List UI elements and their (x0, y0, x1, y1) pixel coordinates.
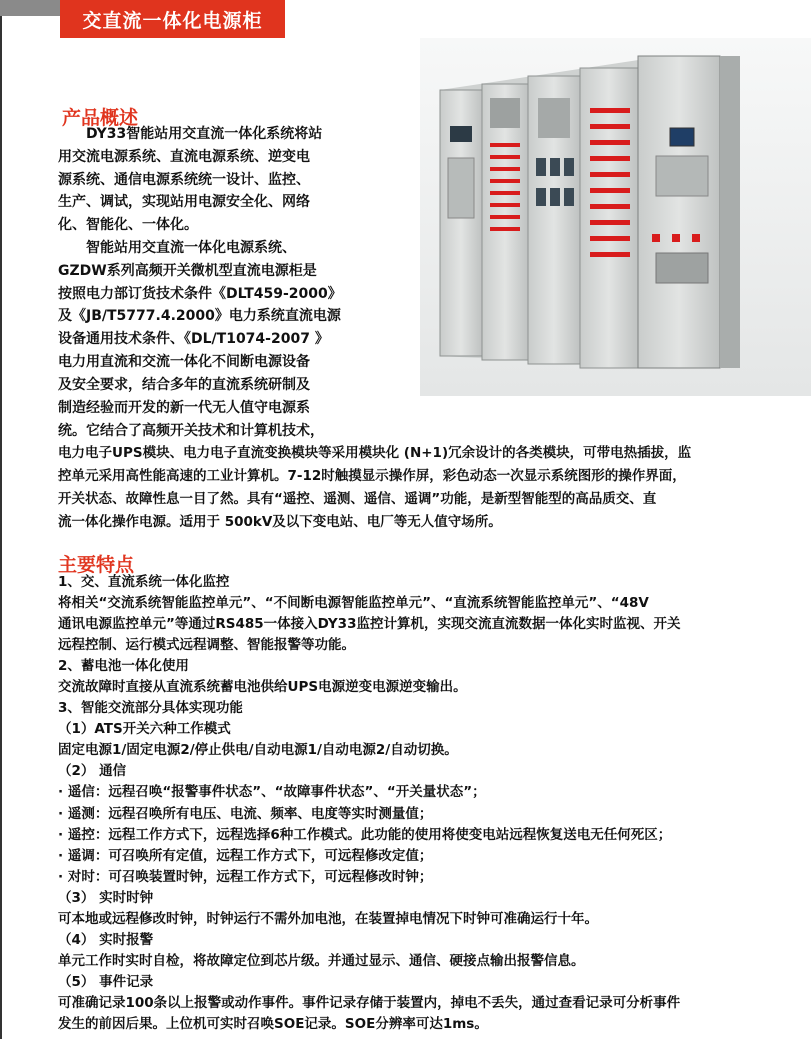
feature-line: 交流故障时直接从直流系统蓄电池供给UPS电源逆变电源逆变输出。 (58, 679, 467, 696)
left-border (0, 0, 2, 1039)
title-banner (60, 0, 285, 38)
feature-line: · 遥调：可召唤所有定值，远程工作方式下，可远程修改定值； (58, 847, 433, 864)
intro-line: 源系统、通信电源系统统一设计、监控、 (58, 172, 310, 188)
intro-line: 智能站用交直流一体化电源系统、 (86, 240, 296, 256)
feature-line: · 遥信：远程召唤“报警事件状态”、“故障事件状态”、“开关量状态”； (58, 784, 486, 801)
body-line: 控单元采用高性能高速的工业计算机。7-12时触摸显示操作屏，彩色动态一次显示系统图形的操作界面， (58, 468, 686, 484)
feature-line: 固定电源1/固定电源2/停止供电/自动电源1/自动电源2/自动切换。 (58, 742, 458, 759)
overview-heading: 产品概述 (62, 107, 139, 129)
body-line: 电力电子UPS模块、电力电子直流变换模块等采用模块化 (N+1)冗余设计的各类模块，可带电热插拔，监 (58, 445, 692, 461)
features-heading: 主要特点 (58, 554, 135, 576)
intro-line: 电力用直流和交流一体化不间断电源设备 (58, 354, 310, 370)
feature-line: 远程控制、运行模式远程调整、智能报警等功能。 (58, 637, 355, 654)
body-line: 开关状态、故障性息一目了然。具有“遥控、遥测、遥信、遥调”功能，是新型智能型的高品质交、直 (58, 491, 657, 507)
feature-line: （5） 事件记录 (58, 973, 154, 990)
cabinet-photo (420, 38, 811, 396)
feature-line: · 遥控：远程工作方式下，远程选择6种工作模式。此功能的使用将使变电站远程恢复送电无任何死区； (58, 826, 672, 843)
feature-line: 可本地或远程修改时钟，时钟运行不需外加电池，在装置掉电情况下时钟可准确运行十年。 (58, 910, 598, 927)
intro-line: 化、智能化、一体化。 (58, 217, 198, 233)
feature-line: （1）ATS开关六种工作模式 (58, 721, 231, 738)
banner-title: 交直流一体化电源柜 (82, 9, 263, 32)
intro-line: 及安全要求，结合多年的直流系统研制及 (58, 377, 310, 393)
feature-line: 1、交、直流系统一体化监控 (58, 574, 230, 590)
feature-line: （2） 通信 (58, 763, 127, 780)
feature-line: 单元工作时实时自检，将故障定位到芯片级。并通过显示、通信、硬接点输出报警信息。 (58, 952, 585, 969)
feature-line: · 对时：可召唤装置时钟，远程工作方式下，可远程修改时钟； (58, 868, 433, 885)
feature-line: 通讯电源监控单元”等通过RS485一体接入DY33监控计算机，实现交流直流数据一体化实时监视、开关 (58, 616, 681, 633)
feature-line: 将相关“交流系统智能监控单元”、“不间断电源智能监控单元”、“直流系统智能监控单元”、“48V (58, 595, 649, 612)
intro-line: DY33智能站用交直流一体化系统将站 (86, 126, 323, 142)
top-gray-strip (0, 0, 60, 16)
intro-line: 统。它结合了高频开关技术和计算机技术， (58, 423, 324, 439)
intro-line: 及《JB/T5777.4.2000》电力系统直流电源 (58, 308, 341, 324)
body-line: 流一体化操作电源。适用于 500kV及以下变电站、电厂等无人值守场所。 (58, 514, 502, 530)
intro-line: 制造经验而开发的新一代无人值守电源系 (58, 400, 310, 416)
feature-line: 可准确记录100条以上报警或动作事件。事件记录存储于装置内，掉电不丢失，通过查看记录可分析事件 (58, 994, 681, 1011)
feature-line: （4） 实时报警 (58, 931, 154, 948)
intro-line: GZDW系列高频开关微机型直流电源柜是 (58, 263, 317, 279)
intro-line: 生产、调试，实现站用电源安全化、网络 (58, 194, 310, 210)
feature-line: · 遥测：远程召唤所有电压、电流、频率、电度等实时测量值； (58, 805, 433, 822)
feature-line: 3、智能交流部分具体实现功能 (58, 700, 243, 717)
intro-line: 设备通用技术条件、《DL/T1074-2007 》 (58, 331, 329, 347)
feature-line: 2、蓄电池一体化使用 (58, 658, 189, 675)
intro-line: 用交流电源系统、直流电源系统、逆变电 (58, 149, 310, 165)
feature-line: 发生的前因后果。上位机可实时召唤SOE记录。SOE分辨率可达1ms。 (58, 1015, 488, 1032)
intro-line: 按照电力部订货技术条件《DLT459-2000》 (58, 286, 342, 302)
feature-line: （3） 实时时钟 (58, 889, 154, 906)
